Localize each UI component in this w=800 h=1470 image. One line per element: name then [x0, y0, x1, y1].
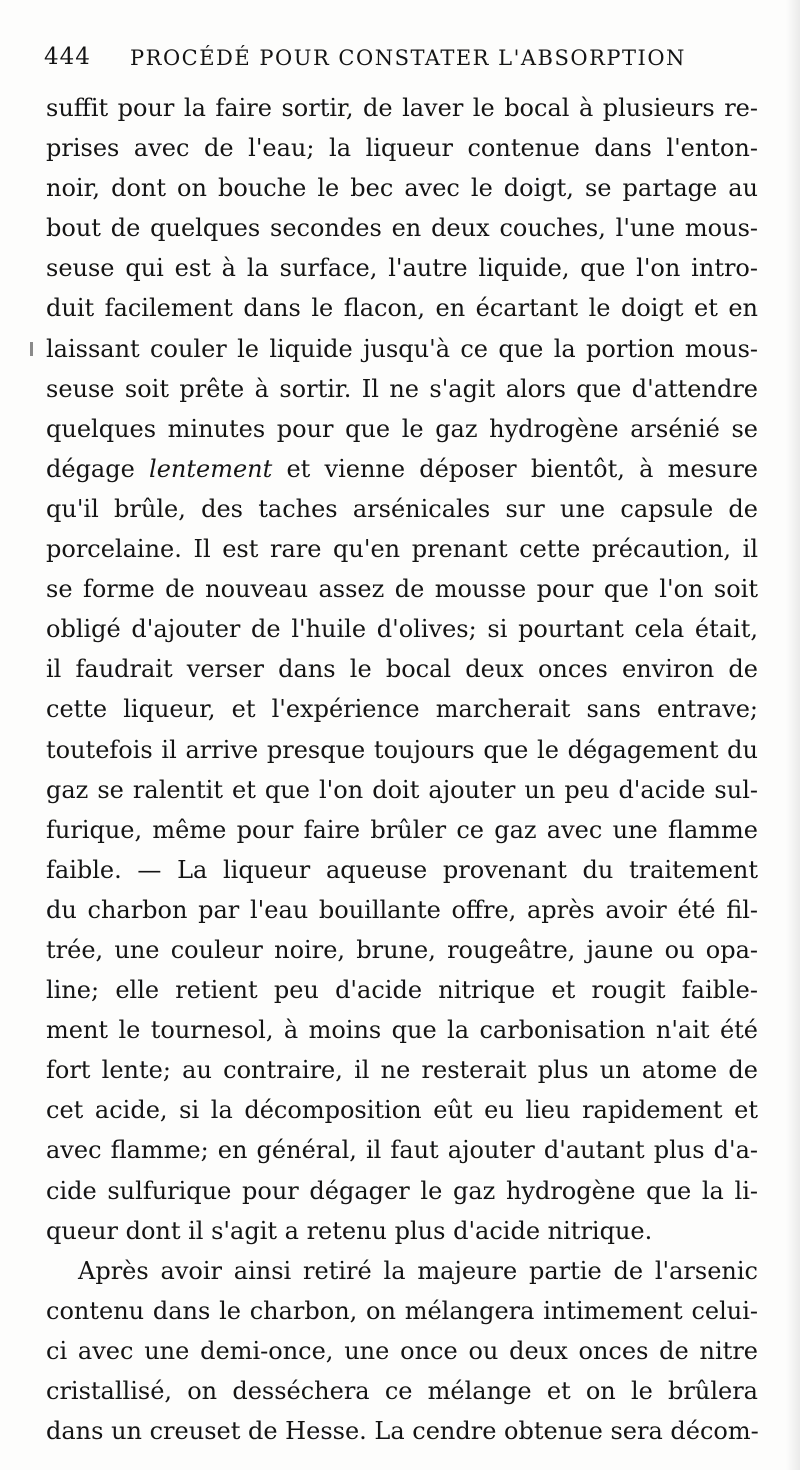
body-text: [46, 88, 758, 1451]
text-line: ci avec une demi-once, une once ou deux onces de nitre: [46, 1336, 758, 1365]
emphasized-word: lentement: [149, 454, 273, 483]
text-line: seuse qui est à la surface, l'autre liquide, que l'on intro-: [46, 254, 758, 283]
text-line: qu'il brûle, des taches arsénicales sur une capsule de: [46, 494, 758, 523]
text-segment: dégage: [46, 454, 150, 483]
text-line: duit facilement dans le flacon, en écartant le doigt et en: [46, 294, 758, 323]
paragraph-1: [46, 88, 758, 1251]
text-line: queur dont il s'agit a retenu plus d'acide nitrique.: [46, 1216, 653, 1245]
text-line: cristallisé, on desséchera ce mélange et on le brûlera: [46, 1377, 758, 1405]
text-line: noir, dont on bouche le bec avec le doigt, se partage au: [46, 174, 758, 203]
text-line: laissant couler le liquide jusqu'à ce que la portion mous-: [46, 334, 758, 363]
text-line: ment le tournesol, à moins que la carbonisation n'ait été: [46, 1016, 758, 1045]
text-line: suffit pour la faire sortir, de laver le bocal à plusieurs re-: [46, 94, 758, 122]
text-line: faible. — La liqueur aqueuse provenant du traitement: [46, 855, 758, 884]
margin-mark: [30, 342, 33, 356]
paragraph-2: [46, 1251, 758, 1451]
text-line: bout de quelques secondes en deux couches, l'une mous-: [46, 214, 758, 243]
text-line: dans un creuset de Hesse. La cendre obtenue sera décom-: [46, 1417, 759, 1446]
text-line: cet acide, si la décomposition eût eu lieu rapidement et: [46, 1096, 758, 1125]
text-line: fort lente; au contraire, il ne resterait plus un atome de: [46, 1056, 758, 1085]
text-line: il faudrait verser dans le bocal deux onces environ de: [46, 655, 758, 684]
page-number: 444: [44, 44, 91, 70]
page-edge-shadow: [786, 0, 800, 1470]
text-line: avec flamme; en général, il faut ajouter d'autant plus d'a-: [46, 1136, 758, 1165]
text-line: contenu dans le charbon, on mélangera intimement celui-: [46, 1296, 758, 1325]
text-line: line; elle retient peu d'acide nitrique et rougit faible-: [46, 976, 758, 1005]
text-line: trée, une couleur noire, brune, rougeâtre, jaune ou opa-: [46, 935, 758, 964]
running-head: PROCÉDÉ POUR CONSTATER L'ABSORPTION: [130, 46, 686, 70]
text-line: toutefois il arrive presque toujours que le dégagement du: [46, 735, 758, 764]
text-segment: et vienne déposer bientôt, à mesure: [272, 454, 758, 483]
text-line: cette liqueur, et l'expérience marcherait sans entrave;: [46, 695, 758, 724]
text-line: porcelaine. Il est rare qu'en prenant cette précaution, il: [46, 535, 758, 564]
text-line: se forme de nouveau assez de mousse pour que l'on soit: [46, 575, 758, 604]
text-line: furique, même pour faire brûler ce gaz avec une flamme: [46, 815, 758, 844]
text-line: seuse soit prête à sortir. Il ne s'agit alors que d'attendre: [46, 374, 758, 403]
text-line: prises avec de l'eau; la liqueur contenue dans l'enton-: [46, 134, 758, 163]
text-line-with-emphasis: [46, 449, 758, 489]
text-line: gaz se ralentit et que l'on doit ajouter un peu d'acide sul-: [46, 775, 758, 804]
page-header: [44, 44, 756, 78]
text-line: quelques minutes pour que le gaz hydrogène arsénié se: [46, 414, 758, 443]
text-line: cide sulfurique pour dégager le gaz hydrogène que la li-: [46, 1176, 758, 1205]
text-line: Après avoir ainsi retiré la majeure partie de l'arsenic: [78, 1256, 758, 1285]
text-line: obligé d'ajouter de l'huile d'olives; si pourtant cela était,: [46, 615, 758, 644]
text-line: du charbon par l'eau bouillante offre, après avoir été fil-: [46, 895, 758, 924]
